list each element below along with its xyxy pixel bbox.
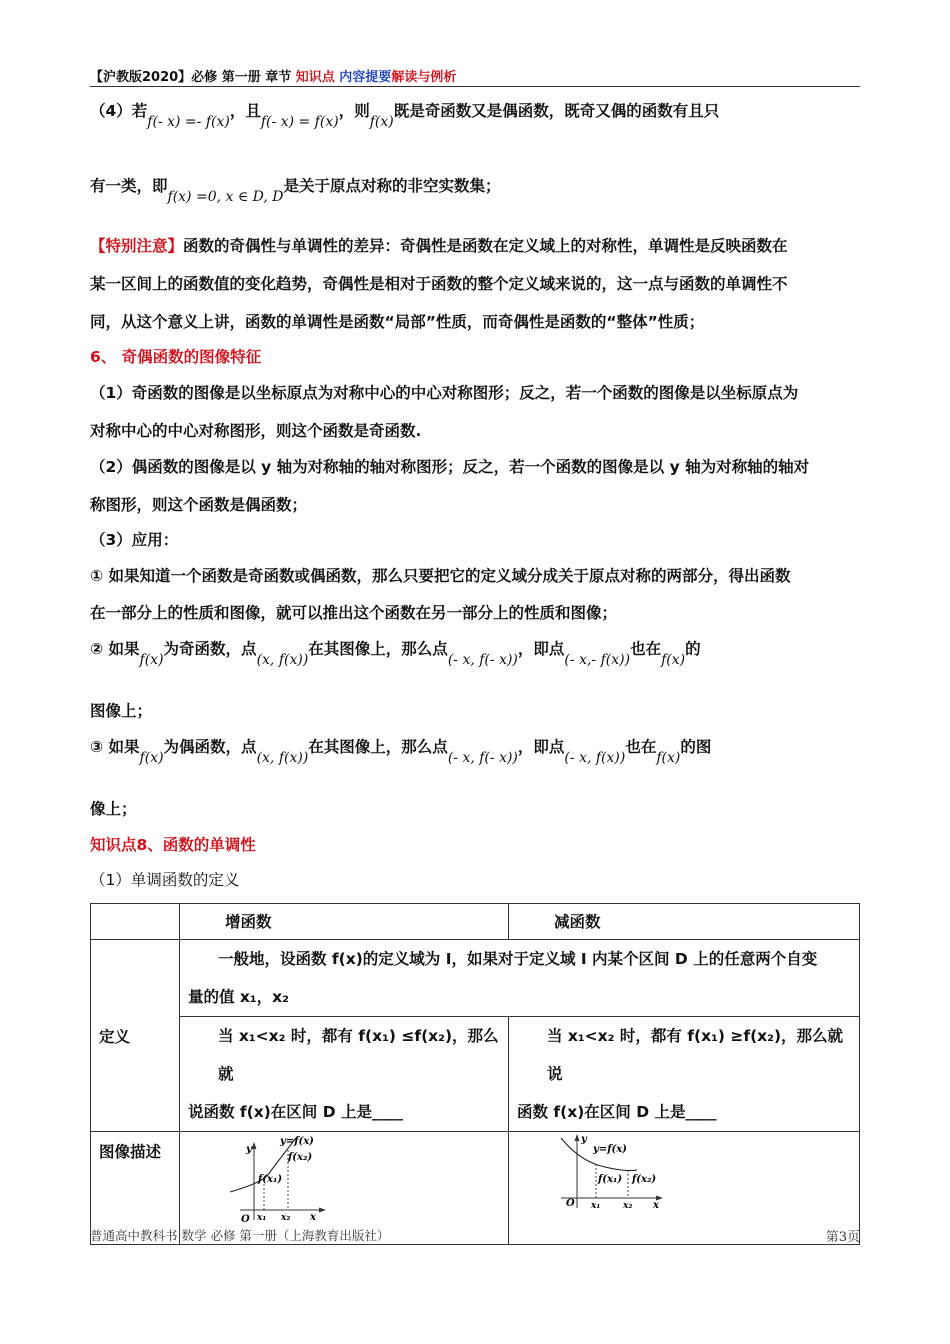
header-book: 【沪教版2020】必修 第一册 章节 [90,70,296,85]
page-header [90,66,860,86]
label-y: y [246,1144,252,1155]
page-footer [90,1226,860,1244]
page-number: 第3页 [825,1230,860,1245]
note-line1: 【特别注意】函数的奇偶性与单调性的差异：奇偶性是函数在定义域上的对称性，单调性是反映函数在 [90,237,788,255]
label-x2: x₂ [281,1213,291,1223]
app2-line1: ② 如果f(x)为奇函数，点(x, f(x))在其图像上，那么点(- x, f(- x))，即点(- x,- f(x))也在f(x)的 [90,640,701,668]
app1-line1: ① 如果知道一个函数是奇函数或偶函数，那么只要把它的定义域分成关于原点对称的两部分，得出函数 [90,567,791,585]
label-x: x [653,1200,659,1211]
sec6-p1-line2: 对称中心的中心对称图形，则这个函数是奇函数. [90,422,422,440]
app1-line2: 在一部分上的性质和图像，就可以推出这个函数在另一部分上的性质和图像； [90,604,618,622]
label-curve: y=f(x) [280,1136,314,1147]
label-curve: y=f(x) [593,1144,627,1155]
definition-increasing: 当 x₁<x₂ 时，都有 f(x₁) ≤f(x₂)，那么就 说函数 f(x)在区间 D 上是____ [180,1017,509,1132]
note-tag: 【特别注意】 [90,237,184,255]
footer-book-info: 普通高中教科书 数学 必修 第一册（上海教育出版社） [90,1228,390,1243]
app2-line2: 图像上； [90,702,153,720]
header-increasing: 增函数 [180,904,509,940]
sec6-p3: （3）应用： [90,531,179,549]
app3-line2: 像上； [90,800,137,818]
x-axis-arrow [319,1208,326,1213]
sec6-p2-line1: （2）偶函数的图像是以 y 轴为对称轴的轴对称图形；反之，若一个函数的图像是以 y 轴为对称轴的轴对 [90,458,810,476]
header-divider [90,86,860,87]
label-y: y [581,1134,587,1145]
y-axis-arrow [575,1134,580,1141]
label-x2: x₂ [623,1201,633,1211]
row-label-definition: 定义 [91,940,180,1132]
increasing-function-graph [180,1132,508,1240]
definition-common: 一般地，设函数 f(x)的定义域为 I，如果对于定义域 I 内某个区间 D 上的任意两个自变 量的值 x₁，x₂ [180,940,860,1017]
label-origin: O [566,1198,575,1209]
label-fx1: f(x₁) [598,1174,623,1185]
sec6-p2-line2: 称图形，则这个函数是偶函数； [90,496,308,514]
note-line2: 某一区间上的函数值的变化趋势，奇偶性是相对于函数的整个定义域来说的，这一点与函数的单调性不 [90,275,788,293]
header-analysis: 解读与例析 [391,70,457,85]
math-fx: f(x) [369,114,394,130]
label-origin: O [241,1214,250,1225]
label-x1: x₁ [257,1213,267,1223]
header-summary: 内容提要 [334,70,392,85]
para-4-line1: （4）若f(- x) =- f(x)，且f(- x) = f(x)，则f(x)既是奇函数又是偶函数，既奇又偶的函数有且只 [90,100,719,123]
header-kp: 知识点 [295,70,335,85]
row-label-graph: 图像描述 [91,1132,180,1245]
app3-line1: ③ 如果f(x)为偶函数，点(x, f(x))在其图像上，那么点(- x, f(- x))，即点(- x, f(x))也在f(x)的图 [90,738,712,766]
math-zero-function: f(x) =0, x ∈ D, D [167,189,284,205]
label-fx1: f(x₁) [258,1174,283,1185]
header-decreasing: 减函数 [509,904,860,940]
sec6-p1-line1: （1）奇函数的图像是以坐标原点为对称中心的中心对称图形；反之，若一个函数的图像是以坐标原点为 [90,384,799,402]
para-4-line2: 有一类，即f(x) =0, x ∈ D, D是关于原点对称的非空实数集； [90,175,501,198]
kp8-subtitle: （1）单调函数的定义 [90,871,240,889]
math-even-condition: f(- x) = f(x) [260,114,339,130]
decreasing-function-graph [509,1132,859,1240]
section-6-title: 6、 奇偶函数的图像特征 [90,348,262,366]
label-fx2: f(x₂) [288,1152,313,1163]
definition-decreasing: 当 x₁<x₂ 时，都有 f(x₁) ≥f(x₂)，那么就说 函数 f(x)在区间 D 上是____ [509,1017,860,1132]
math-odd-condition: f(- x) =- f(x) [147,114,230,130]
label-x: x [310,1212,316,1223]
label-x1: x₁ [591,1201,601,1211]
y-axis-arrow [252,1142,257,1149]
note-line3: 同，从这个意义上讲，函数的单调性是函数“局部”性质，而奇偶性是函数的“整体”性质； [90,313,705,331]
monotonic-definition-table [90,903,860,1245]
kp8-title: 知识点8、函数的单调性 [90,836,256,854]
label-fx2: f(x₂) [632,1174,657,1185]
